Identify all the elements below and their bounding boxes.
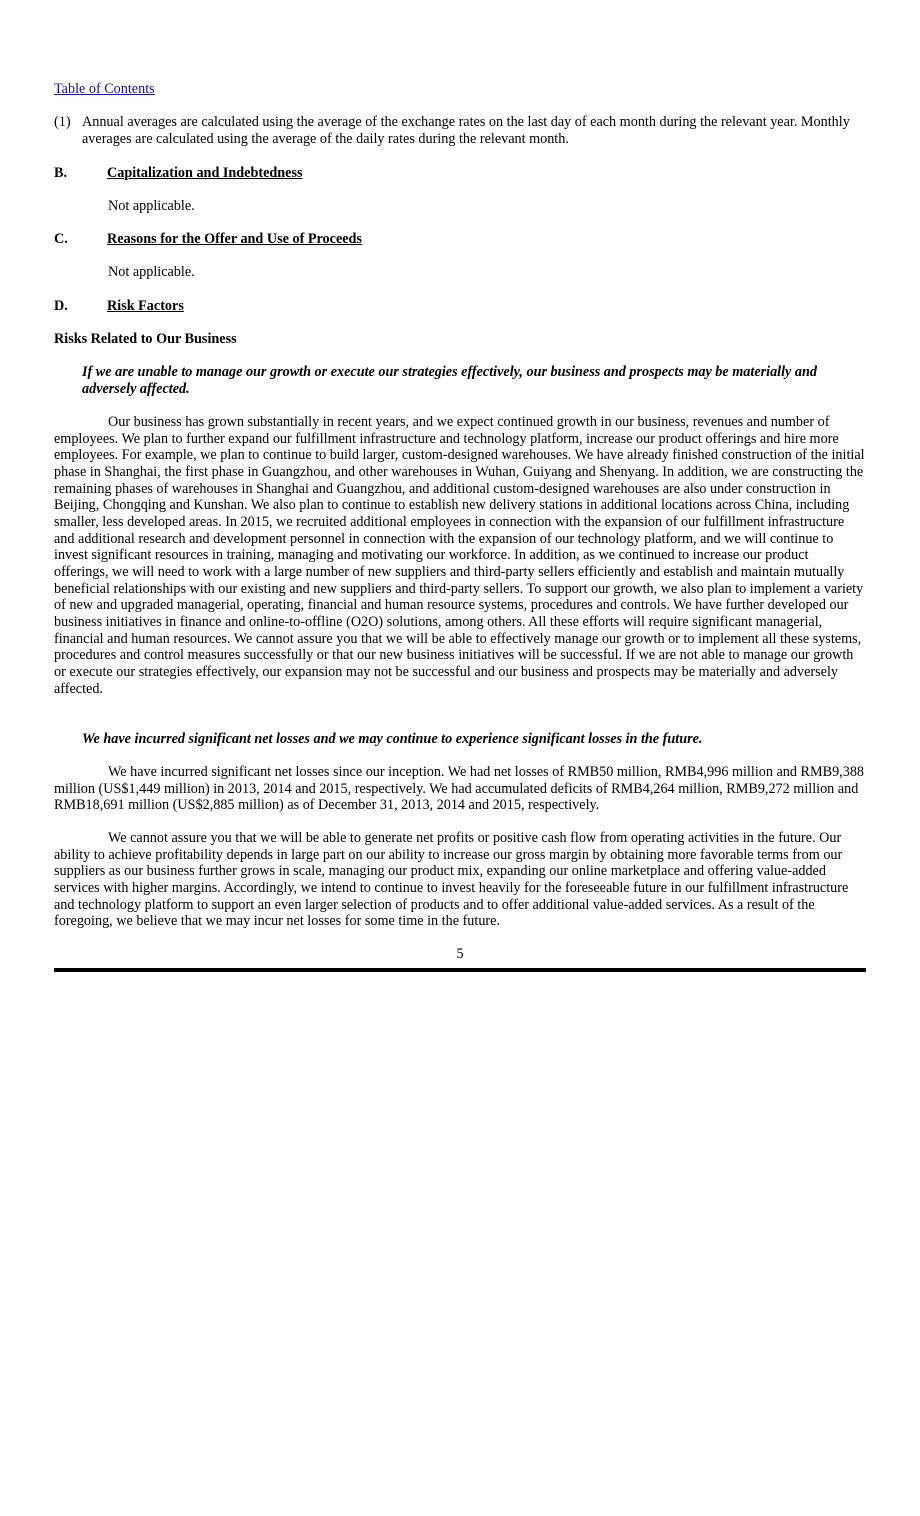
section-letter: B. (54, 165, 68, 181)
section-title: Reasons for the Offer and Use of Proceeds (107, 231, 362, 247)
section-letter: D. (54, 298, 68, 314)
risk-factor-title: If we are unable to manage our growth or execute our strategies effectively, our business and prospects may be materially and adversely affected. (82, 364, 817, 397)
page-number: 5 (456, 946, 464, 962)
footnote-number: (1) (54, 114, 71, 130)
section-c-body: Not applicable. (108, 264, 195, 280)
risks-subheading: Risks Related to Our Business (54, 331, 237, 347)
section-letter: C. (54, 231, 68, 247)
risk-factor-paragraph: We cannot assure you that we will be able to generate net profits or positive cash flow from operating activities in the future. Our ability to achieve profitability depends in large part on our ability to increase our gross margin by obtaining more favorable terms from our suppliers as our business further grows in scale, managing our product mix, expanding our online marketplace and offering value-added services with higher margins. Accordingly, we intend to continue to invest heavily for the foreseeable future in our fulfillment infrastructure and technology platform to support an even larger selection of products and to offer additional value-added services. As a result of the foregoing, we believe that we may incur net losses for some time in the future. (54, 830, 849, 930)
section-title: Risk Factors (107, 298, 184, 314)
risk-factor-paragraph: We have incurred significant net losses since our inception. We had net losses of RMB50 million, RMB4,996 million and RMB9,388 million (US$1,449 million) in 2013, 2014 and 2015, respectively. We had accumulated deficits of RMB4,264 million, RMB9,272 million and RMB18,691 million (US$2,885 million) as of December 31, 2013, 2014 and 2015, respectively. (54, 764, 865, 814)
risk-factor-paragraph: Our business has grown substantially in recent years, and we expect continued growth in our business, revenues and number of employees. We plan to further expand our fulfillment infrastructure and technology platform, increase our product offerings and hire more employees. For example, we plan to continue to build larger, custom-designed warehouses. We have already finished construction of the initial phase in Shanghai, the first phase in Guangzhou, and other warehouses in Wuhan, Guiyang and Shenyang. In addition, we are constructing the remaining phases of warehouses in Shanghai and Guangzhou, and additional custom-designed warehouses are also under construction in Beijing, Chongqing and Kunshan. We also plan to continue to establish new delivery stations in additional locations across China, including smaller, less developed areas. In 2015, we recruited additional employees in connection with the expansion of our fulfillment infrastructure and additional research and development personnel in connection with the expansion of our technology platform, and we will continue to invest significant resources in training, managing and motivating our workforce. In addition, as we continued to increase our product offerings, we will need to work with a large number of new suppliers and third-party sellers efficiently and establish and maintain mutually beneficial relationships with our existing and new suppliers and third-party sellers. To support our growth, we also plan to implement a variety of new and upgraded managerial, operating, financial and human resource systems, procedures and controls. We have further developed our business initiatives in finance and online-to-offline (O2O) solutions, among others. All these efforts will require significant managerial, financial and human resources. We cannot assure you that we will be able to effectively manage our growth or to implement all these systems, procedures and control measures successfully or that our new business initiatives will be successful. If we are not able to manage our growth or execute our strategies effectively, our expansion may not be successful and our business and prospects may be materially and adversely affected. (54, 414, 865, 697)
footnote-text: Annual averages are calculated using the average of the exchange rates on the last day of each month during the relevant year. Monthly averages are calculated using the average of the daily rates during the relevant month. (82, 114, 850, 147)
section-title: Capitalization and Indebtedness (107, 165, 303, 181)
footnote (54, 114, 854, 148)
table-of-contents-link[interactable]: Table of Contents (54, 81, 155, 97)
section-b-body: Not applicable. (108, 198, 195, 214)
page-divider (54, 968, 866, 972)
risk-factor-title: We have incurred significant net losses and we may continue to experience significant losses in the future. (82, 731, 703, 747)
